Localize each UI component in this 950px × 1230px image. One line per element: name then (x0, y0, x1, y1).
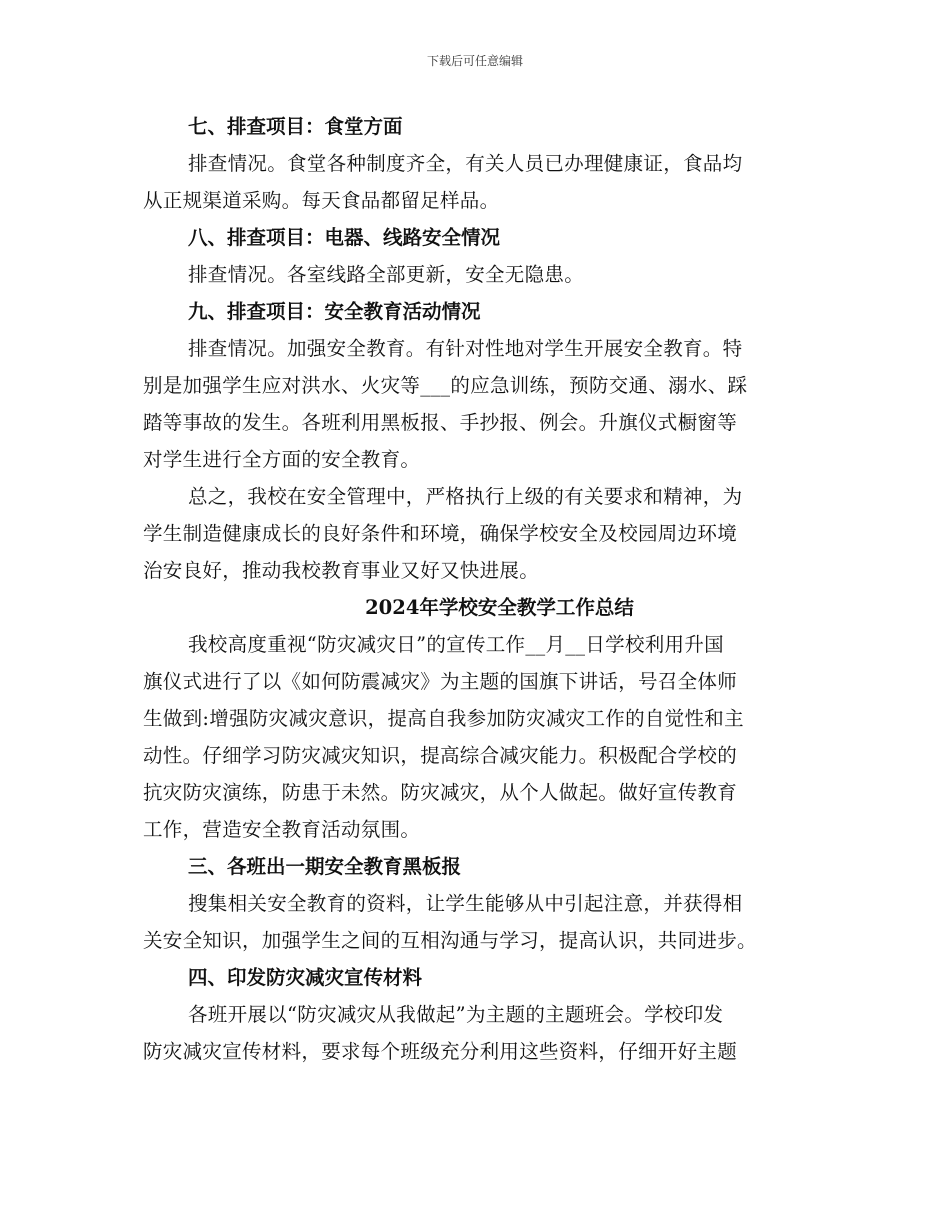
document-title: 2024年学校安全教学工作总结 (365, 596, 634, 619)
paragraph-line: 排查情况。加强安全教育。有针对性地对学生开展安全教育。特 (188, 337, 743, 360)
section-heading-electrical: 八、排查项目：电器、线路安全情况 (188, 226, 501, 249)
paragraph-line: 治安良好，推动我校教育事业又好又快进展。 (143, 559, 540, 582)
paragraph-line: 别是加强学生应对洪水、火灾等___的应急训练，预防交通、溺水、踩 (143, 374, 748, 397)
paragraph-summary (143, 478, 811, 589)
paragraph-line: 搜集相关安全教育的资料，让学生能够从中引起注意，并获得相 (188, 892, 743, 915)
paragraph-canteen (143, 145, 811, 219)
section-heading-education: 九、排查项目：安全教育活动情况 (188, 300, 481, 323)
paragraph-line: 排查情况。各室线路全部更新，安全无隐患。 (188, 263, 585, 286)
paragraph-materials (143, 996, 811, 1070)
section-heading-materials: 四、印发防灾减灾宣传材料 (188, 966, 423, 989)
paragraph-line: 旗仪式进行了以《如何防震减灾》为主题的国旗下讲话，号召全体师 (143, 670, 738, 693)
paragraph-line: 排查情况。食堂各种制度齐全，有关人员已办理健康证，食品均 (188, 152, 743, 175)
paragraph-line: 防灾减灾宣传材料，要求每个班级充分利用这些资料，仔细开好主题 (143, 1040, 738, 1063)
paragraph-line: 关安全知识，加强学生之间的互相沟通与学习，提高认识，共同进步。 (143, 929, 757, 952)
paragraph-line: 抗灾防灾演练，防患于未然。防灾减灾，从个人做起。做好宣传教育 (143, 781, 738, 804)
paragraph-education (143, 330, 811, 478)
paragraph-line: 动性。仔细学习防灾减灾知识，提高综合减灾能力。积极配合学校的 (143, 744, 738, 767)
paragraph-line: 对学生进行全方面的安全教育。 (143, 448, 421, 471)
paragraph-electrical (143, 256, 811, 293)
section-heading-blackboard: 三、各班出一期安全教育黑板报 (188, 855, 462, 878)
paragraph-line: 总之，我校在安全管理中，严格执行上级的有关要求和精神，为 (188, 485, 743, 508)
paragraph-line: 生做到:增强防灾减灾意识，提高自我参加防灾减灾工作的自觉性和主 (143, 707, 744, 730)
paragraph-line: 踏等事故的发生。各班利用黑板报、手抄报、例会。升旗仪式橱窗等 (143, 411, 738, 434)
paragraph-blackboard (143, 885, 811, 959)
paragraph-line: 我校高度重视“防灾减灾日”的宣传工作__月__日学校利用升国 (188, 633, 724, 656)
paragraph-line: 学生制造健康成长的良好条件和环境，确保学校安全及校园周边环境 (143, 522, 738, 545)
paragraph-line: 工作，营造安全教育活动氛围。 (143, 818, 421, 841)
paragraph-intro (143, 626, 811, 848)
document-body (143, 108, 811, 1070)
paragraph-line: 各班开展以“防灾减灾从我做起”为主题的主题班会。学校印发 (188, 1003, 724, 1026)
paragraph-line: 从正规渠道采购。每天食品都留足样品。 (143, 189, 500, 212)
section-heading-canteen: 七、排查项目：食堂方面 (188, 115, 403, 138)
page-header: 下载后可任意编辑 (426, 54, 523, 68)
